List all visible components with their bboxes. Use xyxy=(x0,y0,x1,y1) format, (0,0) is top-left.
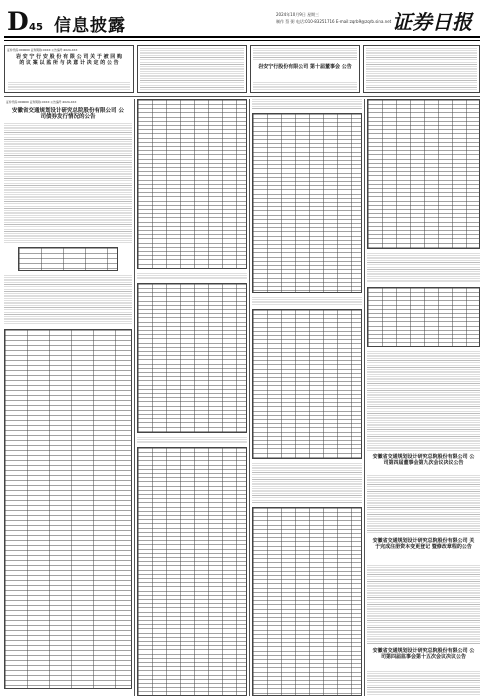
notice-code-line: 证券代码:000000 证券简称:XXXX 公告编号:2024-XXX xyxy=(7,48,78,52)
column-tables-a xyxy=(137,99,247,696)
notice-body-text xyxy=(367,475,480,535)
data-table xyxy=(4,329,132,689)
newspaper-logo: 证券日报 xyxy=(392,10,472,34)
data-table xyxy=(18,247,118,271)
section-letter: D xyxy=(7,7,29,36)
notice-body-text xyxy=(367,253,480,283)
financial-table xyxy=(137,447,247,696)
column-divider xyxy=(249,99,250,696)
financial-table xyxy=(252,113,362,293)
masthead-rule-thin xyxy=(4,40,480,41)
financial-table xyxy=(252,507,362,696)
notice-body-text xyxy=(4,123,132,243)
article-anhui-main xyxy=(4,99,132,696)
notice-body-text xyxy=(140,48,244,90)
notice-body-text xyxy=(252,463,362,503)
financial-table xyxy=(367,99,480,249)
financial-table xyxy=(252,309,362,459)
notice-title-rating: 安徽省交通规划设计研究总院股份有限公司 关于完成注册资本变更登记 暨修改章程的公告 xyxy=(372,538,475,550)
notice-yaan-board xyxy=(250,45,360,93)
band-divider xyxy=(4,96,480,97)
notice-body-text xyxy=(137,437,247,443)
column-tables-b xyxy=(252,99,362,696)
notice-title: 安徽省交通规划设计研究总院股份有限公司 公司债券发行情况的公告 xyxy=(12,108,124,121)
notice-body-text xyxy=(252,99,362,109)
issue-date: 2024年10月9日 星期三 xyxy=(276,12,320,17)
notice-body-text xyxy=(4,275,132,325)
notice-code-line: 证券代码:000000 证券简称:XXXX 公告编号:2024-XXX xyxy=(6,100,77,104)
notice-body-text xyxy=(137,273,247,279)
notice-body-text xyxy=(367,351,480,451)
notice-body-text xyxy=(367,671,480,696)
section-title: 信息披露 xyxy=(54,16,126,36)
notice-top-middle xyxy=(137,45,247,93)
notice-top-right xyxy=(363,45,480,93)
section-number: 45 xyxy=(29,22,43,33)
notice-yaan-ning xyxy=(4,45,134,93)
notice-body-text xyxy=(8,82,130,90)
notice-title: 岩安宁行股份有限公司 第十届董事会 公告 xyxy=(258,64,352,70)
editor-contact: 制作 蔡 弼 电话:010-83251716 E-mail:zqrb9@zqrb.sina.net xyxy=(276,19,392,24)
column-right xyxy=(367,99,480,696)
notice-body-text xyxy=(253,48,357,62)
financial-table xyxy=(137,283,247,433)
masthead-rule xyxy=(4,36,480,38)
column-divider xyxy=(134,99,135,696)
notice-title-vote: 安徽省交通规划设计研究总院股份有限公司 公司第四届董事会第九次会议决议公告 xyxy=(372,454,475,466)
notice-title: 岩 安 宁 行 安 股 份 有 限 公 司 关 于 被 回 购 的 议 案 以 监 所 与 决 意 计 决 定 的 公 告 xyxy=(15,54,123,66)
notice-body-text xyxy=(366,48,477,90)
notice-title-fourth: 安徽省交通规划设计研究总院股份有限公司 公司第四届监事会第十五次会议决议公告 xyxy=(372,648,475,660)
notice-body-text xyxy=(252,297,362,305)
column-divider xyxy=(364,99,365,696)
financial-table xyxy=(367,287,480,347)
notice-body-text xyxy=(253,82,357,90)
notice-body-text xyxy=(367,565,480,645)
financial-table xyxy=(137,99,247,269)
masthead xyxy=(0,0,484,42)
